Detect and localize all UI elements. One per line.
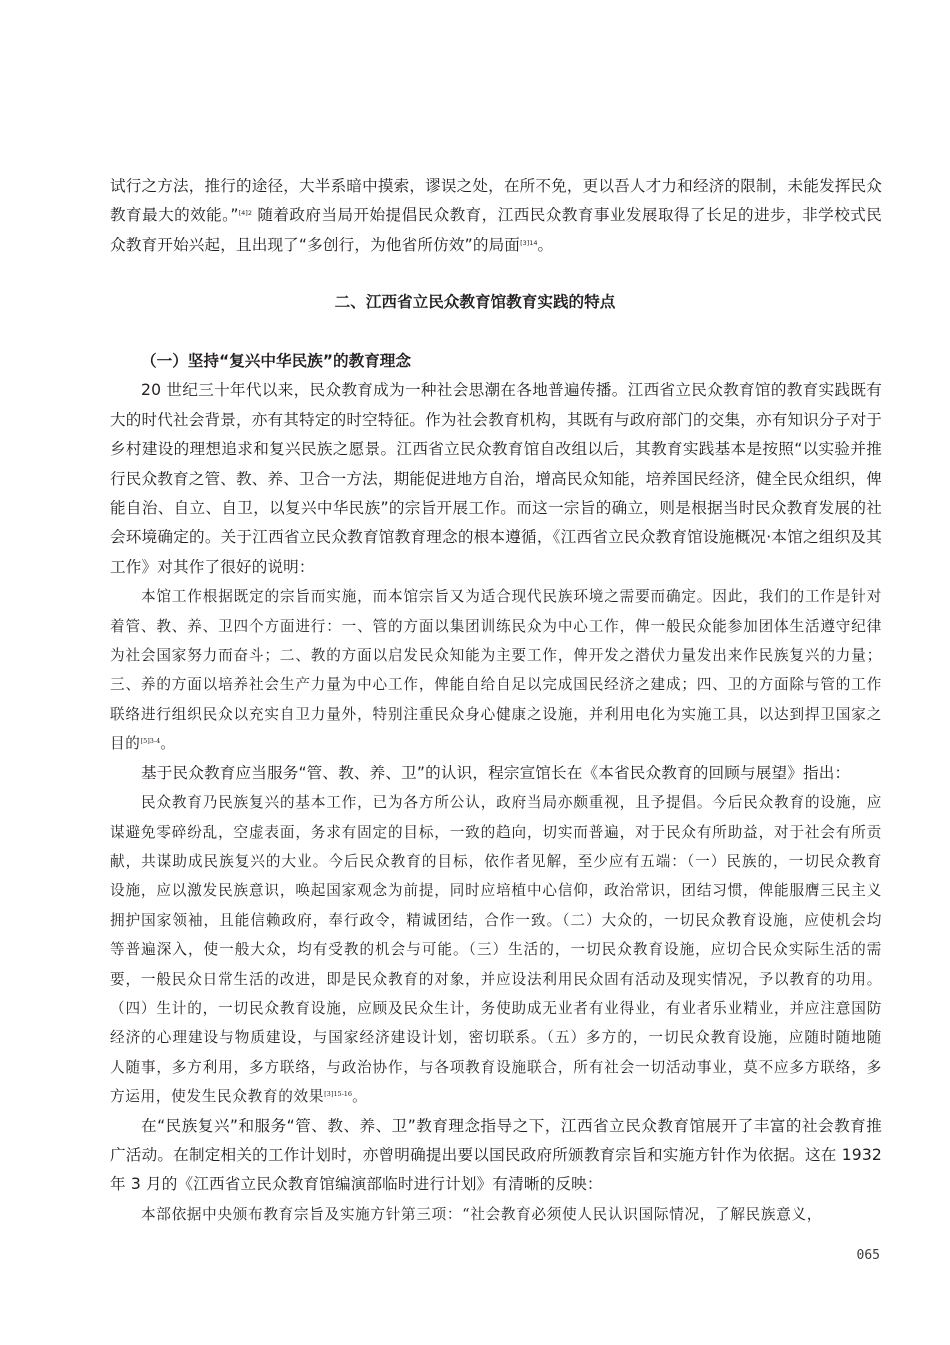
block-quote-3: 本部依据中央颁布教育宗旨及实施方针第三项：“社会教育必须使人民认识国际情况，了解民族意义，	[141, 1205, 823, 1223]
body-paragraph-3: 在“民族复兴”和服务“管、教、养、卫”教育理念指导之下，江西省立民众教育馆展开了丰富的社会教育推广活动。在制定相关的工作计划时，亦曾明确提出要以国民政府所颁教育宗旨和实施方针作为依据。这在 1932 年 3 月的《江西省立民众教育馆编演部临时进行计划》有清晰的反映：	[110, 1116, 882, 1194]
citation-ref: [3]15-16	[324, 1090, 353, 1099]
intro-paragraph	[110, 172, 882, 260]
quote-text: 本馆工作根据既定的宗旨而实施，而本馆宗旨又为适合现代民族环境之需要而确定。因此，我们的工作是针对着管、教、养、卫四个方面进行：一、管的方面以集团训练民众为中心工作，俾一般民众能参加团体生活遵守纪律为社会国家努力而奋斗；二、教的方面以启发民众知能为主要工作，俾开发之潜伏力量发出来作民族复兴的力量；三、养的方面以培养社会生产力量为中心工作，俾能自给自足以完成国民经济之建成；四、卫的方面除与管的工作联络进行组织民众以充实自卫力量外，特别注重民众身心健康之设施，并利用电化为实施工具，以达到捍卫国家之目的	[110, 588, 882, 753]
body-paragraph-1: 20 世纪三十年代以来，民众教育成为一种社会思潮在各地普遍传播。江西省立民众教育馆的教育实践既有大的时代社会背景，亦有其特定的时空特征。作为社会教育机构，其既有与政府部门的交集，亦有知识分子对于乡村建设的理想追求和复兴民族之愿景。江西省立民众教育馆自改组以后，其教育实践基本是按照“以实验并推行民众教育之管、教、养、卫合一方法，期能促进地方自治，增高民众知能，培养国民经济，健全民众组织，俾能自治、自立、自卫，以复兴中华民族”的宗旨开展工作。而这一宗旨的确立，则是根据当时民众教育发展的社会环境确定的。关于江西省立民众教育馆教育理念的根本遵循，《江西省立民众教育馆设施概况·本馆之组织及其工作》对其作了很好的说明：	[110, 381, 882, 576]
section-title: 二、江西省立民众教育馆教育实践的特点	[334, 293, 616, 311]
block-quote-2	[110, 788, 882, 1111]
citation-ref: [4]2	[238, 209, 252, 218]
body-paragraph-2: 基于民众教育应当服务“管、教、养、卫”的认识，程宗宣馆长在《本省民众教育的回顾与展望》指出：	[141, 763, 851, 782]
citation-ref: [5]3-4	[140, 737, 161, 746]
quote-text: 民众教育乃民族复兴的基本工作，已为各方所公认，政府当局亦颇重视，且予提倡。今后民众教育的设施，应谋避免零碎纷乱，空虚表面，务求有固定的目标，一致的趋向，切实而普遍，对于民众有所助益，对于社会有所贡献，共谋助成民族复兴的大业。今后民众教育的目标，依作者见解，至少应有五端：（一）民族的，一切民众教育设施，应以激发民族意识，唤起国家观念为前提，同时应培植中心信仰，政治常识，团结习惯，俾能服膺三民主义拥护国家领袖，且能信赖政府，奉行政令，精诚团结，合作一致。（二）大众的，一切民众教育设施，应使机会均等普遍深入，使一般大众，均有受教的机会与可能。（三）生活的，一切民众教育设施，应切合民众实际生活的需要，一般民众日常生活的改进，即是民众教育的对象，并应设法利用民众固有活动及现实情况，予以教育的功用。（四）生计的，一切民众教育设施，应顾及民众生计，务使助成无业者有业得业，有业者乐业精业，并应注意国防经济的心理建设与物质建设，与国家经济建设计划，密切联系。（五）多方的，一切民众教育设施，应随时随地随人随事，多方利用，多方联络，与政治协作，与各项教育设施联合，所有社会一切活动事业，莫不应多方联络，多方运用，使发生民众教育的效果	[110, 794, 882, 1106]
main-content-block	[110, 347, 882, 1229]
intro-text-2: 随着政府当局开始提倡民众教育，江西民众教育事业发展取得了长足的进步，非学校式民众教育开始兴起，且出现了“多创行，为他省所仿效”的局面	[110, 206, 882, 254]
intro-text-3: 。	[537, 235, 554, 254]
block-quote-1	[110, 582, 882, 758]
subsection-title: （一）坚持“复兴中华民族”的教育理念	[141, 352, 411, 370]
quote-end: 。	[352, 1088, 368, 1106]
quote-end: 。	[160, 735, 176, 753]
intro-paragraph-block	[110, 172, 882, 260]
citation-ref: [3]14	[520, 238, 538, 247]
intro-text: 试行之方法，推行的途径，大半系暗中摸索，谬误之处，在所不免，更以吾人才力和经济的限制，未能发挥民众教育最大的效能。”	[110, 177, 882, 225]
page-number: 065	[856, 1248, 880, 1263]
